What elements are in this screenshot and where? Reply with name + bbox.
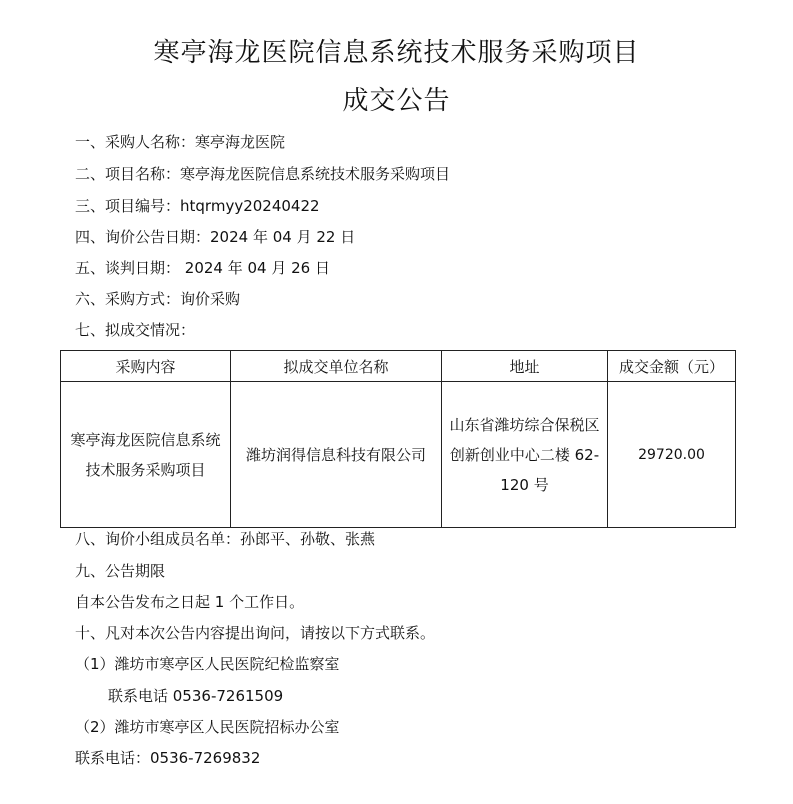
page-subtitle: 成交公告: [342, 86, 451, 116]
contact1-phone: 联系电话 0536-7261509: [108, 687, 284, 705]
negotiation-date-line: [75, 258, 330, 278]
award-status-label: 七、拟成交情况：: [75, 321, 196, 339]
inquiry-date-line: [75, 227, 355, 247]
contact-title: 十、凡对本次公告内容提出询问，请按以下方式联系。: [75, 624, 436, 642]
procurement-method-line: [75, 289, 240, 309]
table-header-row: [61, 351, 736, 382]
project-number-label: 三、项目编号：: [75, 197, 181, 215]
award-table: [60, 350, 736, 528]
inquiry-members: 八、询价小组成员名单：孙郎平、孙敬、张燕: [75, 530, 376, 548]
cell-address: 山东省潍坊综合保税区创新创业中心二楼 62-120 号: [442, 382, 608, 528]
project-name-value: 寒亭海龙医院信息系统技术服务采购项目: [180, 165, 451, 183]
contact2-phone: 联系电话：0536-7269832: [75, 749, 261, 767]
procurement-method-value: 询价采购: [180, 290, 241, 308]
inquiry-date-label: 四、询价公告日期：: [75, 228, 211, 246]
inquiry-date-value: 2024 年 04 月 22 日: [210, 228, 356, 246]
contact2-name: （2）潍坊市寒亭区人民医院招标办公室: [75, 718, 340, 736]
purchaser-line: [75, 132, 285, 152]
project-name-line: [75, 164, 450, 184]
page-title: 寒亭海龙医院信息系统技术服务采购项目: [153, 38, 640, 68]
contact1-name: （1）潍坊市寒亭区人民医院纪检监察室: [75, 655, 340, 673]
header-supplier: 拟成交单位名称: [231, 351, 442, 382]
project-name-label: 二、项目名称：: [75, 165, 181, 183]
header-content: 采购内容: [61, 351, 231, 382]
cell-supplier: 潍坊润得信息科技有限公司: [231, 382, 442, 528]
period-text: 自本公告发布之日起 1 个工作日。: [75, 593, 305, 611]
award-status-line: [75, 320, 195, 340]
header-amount: 成交金额（元）: [608, 351, 736, 382]
period-title: 九、公告期限: [75, 562, 166, 580]
purchaser-value: 寒亭海龙医院: [195, 133, 286, 151]
project-number-value: htqrmyy20240422: [180, 197, 320, 215]
cell-amount: 29720.00: [608, 382, 736, 528]
procurement-method-label: 六、采购方式：: [75, 290, 181, 308]
purchaser-label: 一、采购人名称：: [75, 133, 196, 151]
cell-content: 寒亭海龙医院信息系统技术服务采购项目: [61, 382, 231, 528]
negotiation-date-label: 五、谈判日期：: [75, 259, 181, 277]
header-address: 地址: [442, 351, 608, 382]
project-number-line: [75, 196, 320, 216]
negotiation-date-value: 2024 年 04 月 26 日: [180, 259, 330, 277]
table-row: [61, 382, 736, 528]
